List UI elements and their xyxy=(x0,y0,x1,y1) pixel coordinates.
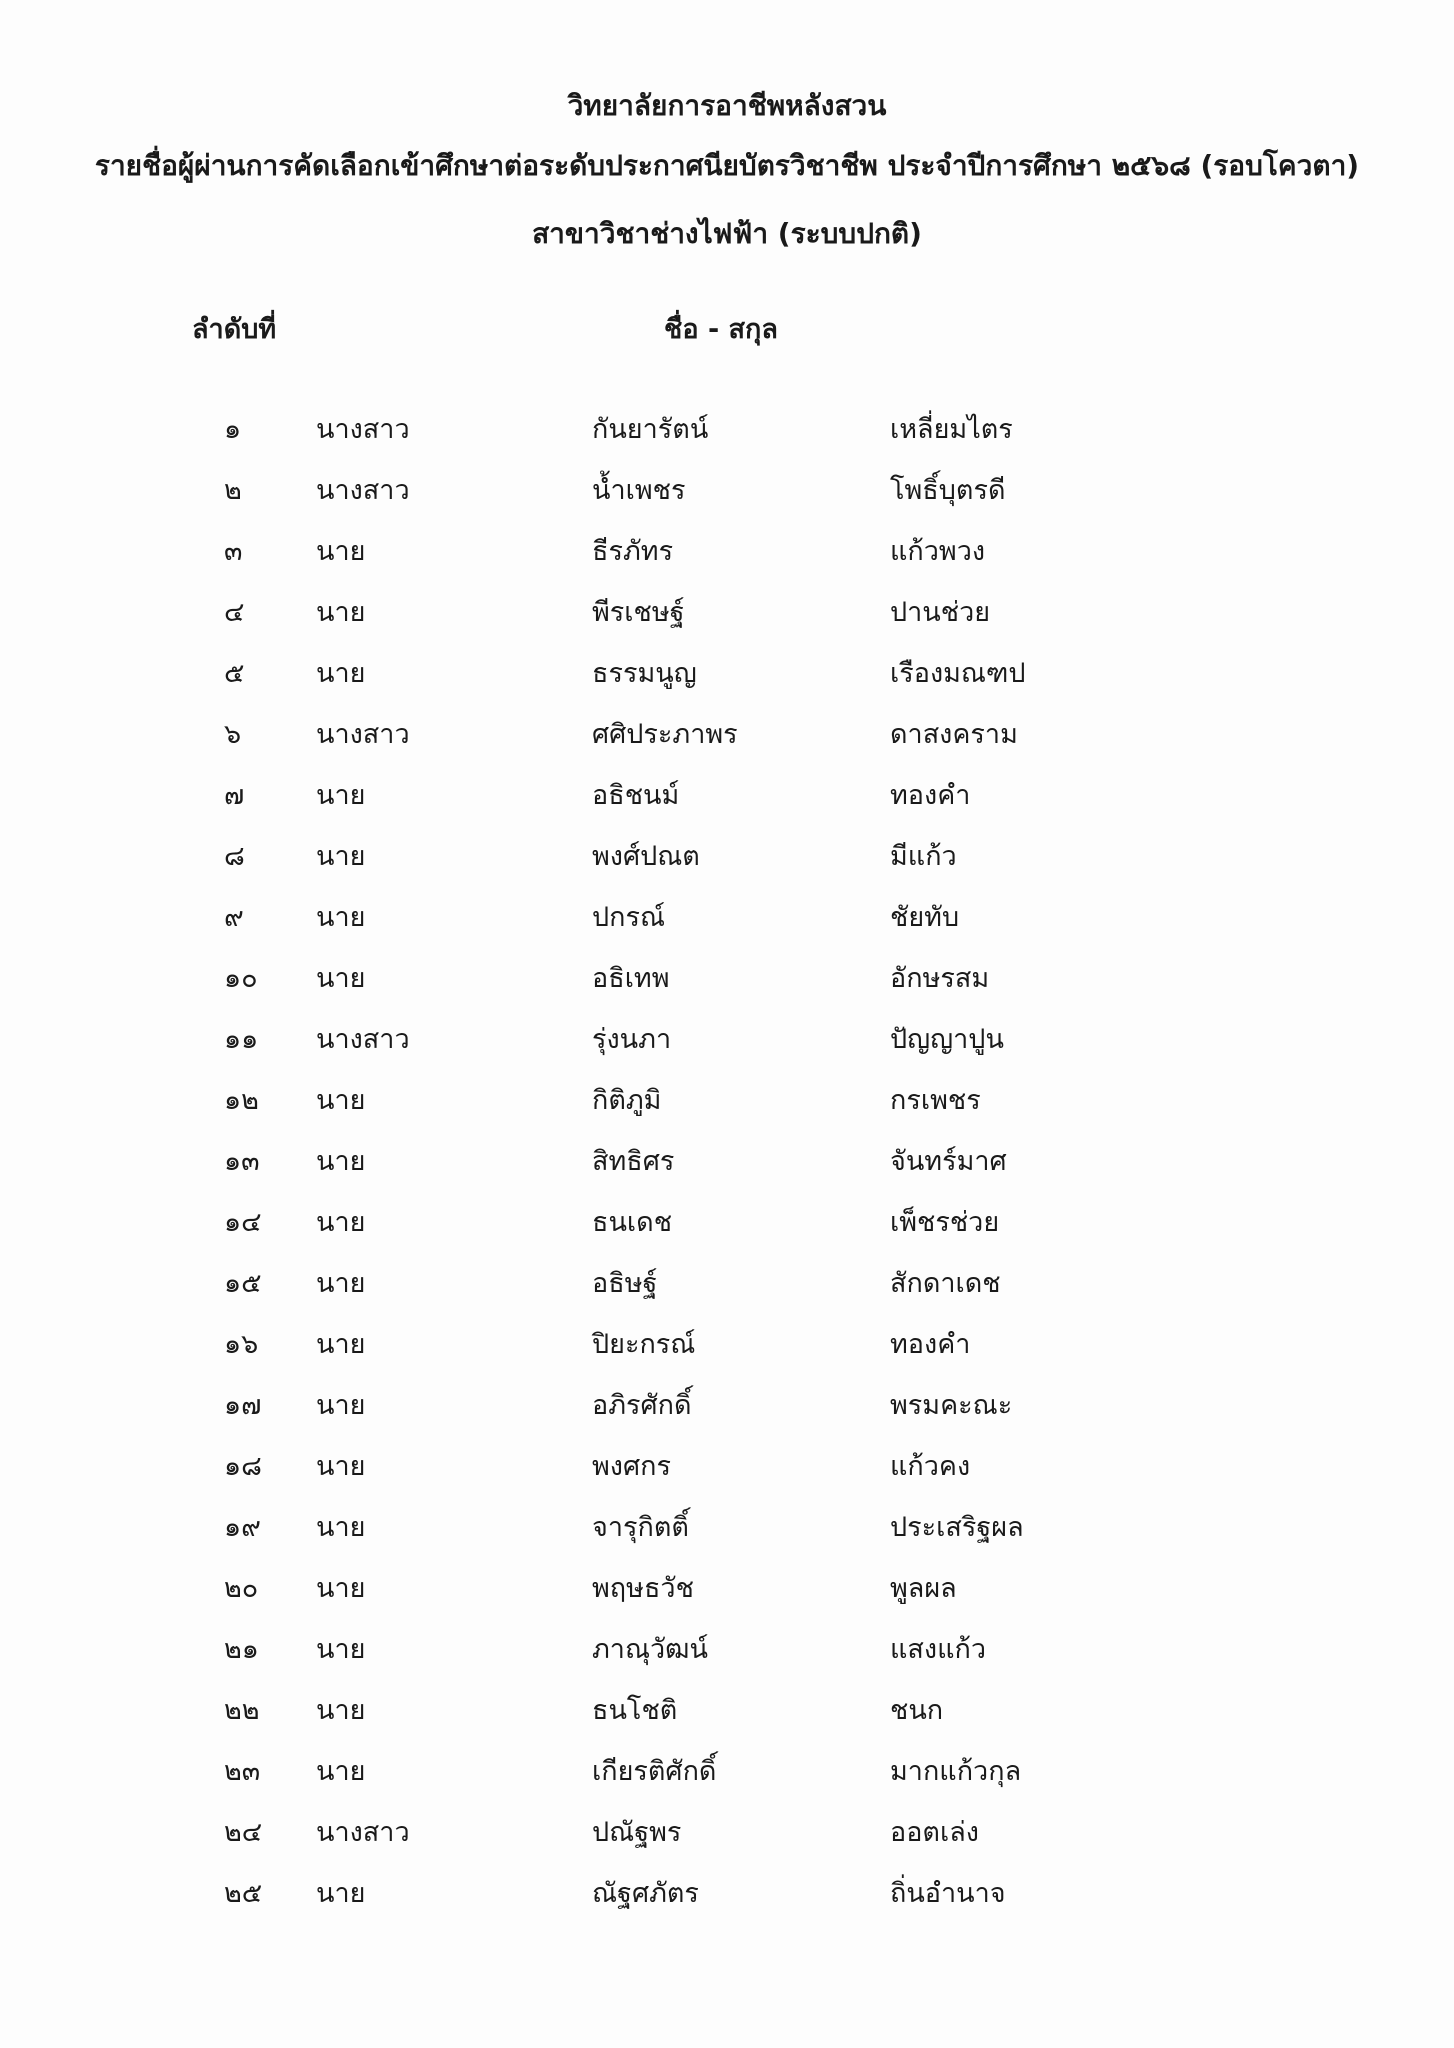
first-name: สิทธิศร xyxy=(592,1146,675,1177)
list-item xyxy=(0,1874,1454,1935)
name-title: นางสาว xyxy=(316,475,410,506)
name-title: นาย xyxy=(316,963,366,994)
name-title: นาย xyxy=(316,1146,366,1177)
name-title: นาย xyxy=(316,1268,366,1299)
list-item xyxy=(0,837,1454,898)
last-name: ชัยทับ xyxy=(890,902,960,933)
last-name: ออตเล่ง xyxy=(890,1817,979,1848)
program-subtitle: สาขาวิชาช่างไฟฟ้า (ระบบปกติ) xyxy=(532,217,922,250)
last-name: พูลผล xyxy=(890,1573,957,1604)
first-name: น้ำเพชร xyxy=(592,475,686,506)
first-name: พฤษธวัช xyxy=(592,1573,694,1604)
last-name: ดาสงคราม xyxy=(890,719,1018,750)
row-number: ๑๙ xyxy=(224,1512,261,1543)
name-title: นาย xyxy=(316,1512,366,1543)
name-title: นาย xyxy=(316,1756,366,1787)
last-name: ประเสริฐผล xyxy=(890,1512,1024,1543)
first-name: ปกรณ์ xyxy=(592,902,666,933)
name-title: นาย xyxy=(316,1329,366,1360)
first-name: เกียรติศักดิ์ xyxy=(592,1756,717,1787)
list-item xyxy=(0,959,1454,1020)
first-name: ธรรมนูญ xyxy=(592,658,697,689)
list-item xyxy=(0,1081,1454,1142)
list-item xyxy=(0,654,1454,715)
row-number: ๒๑ xyxy=(224,1634,259,1665)
list-item xyxy=(0,776,1454,837)
row-number: ๒๕ xyxy=(224,1878,263,1909)
list-item xyxy=(0,1752,1454,1813)
first-name: ศศิประภาพร xyxy=(592,719,738,750)
first-name: ธนเดช xyxy=(592,1207,673,1238)
first-name: กิติภูมิ xyxy=(592,1085,662,1116)
first-name: จารุกิตติ์ xyxy=(592,1512,689,1543)
column-header-order: ลำดับที่ xyxy=(192,314,277,345)
row-number: ๔ xyxy=(224,597,245,628)
list-item xyxy=(0,1325,1454,1386)
last-name: อักษรสม xyxy=(890,963,990,994)
row-number: ๒๓ xyxy=(224,1756,261,1787)
list-item xyxy=(0,1264,1454,1325)
name-title: นาย xyxy=(316,1390,366,1421)
student-list xyxy=(0,410,1454,1935)
row-number: ๒๔ xyxy=(224,1817,263,1848)
list-item xyxy=(0,1142,1454,1203)
name-title: นาย xyxy=(316,1085,366,1116)
last-name: สักดาเดช xyxy=(890,1268,1001,1299)
first-name: พีรเชษฐ์ xyxy=(592,597,685,628)
list-item xyxy=(0,898,1454,959)
list-item xyxy=(0,1630,1454,1691)
list-item xyxy=(0,1813,1454,1874)
last-name: แก้วพวง xyxy=(890,536,986,567)
name-title: นางสาว xyxy=(316,719,410,750)
last-name: เพ็ชรช่วย xyxy=(890,1207,1000,1238)
first-name: อธิเทพ xyxy=(592,963,670,994)
list-item xyxy=(0,1203,1454,1264)
first-name: ธนโชติ xyxy=(592,1695,678,1726)
name-title: นาย xyxy=(316,1695,366,1726)
first-name: ปิยะกรณ์ xyxy=(592,1329,696,1360)
row-number: ๗ xyxy=(224,780,245,811)
row-number: ๑๖ xyxy=(224,1329,259,1360)
name-title: นาย xyxy=(316,780,366,811)
column-header-name: ชื่อ - สกุล xyxy=(664,314,778,345)
document-title: รายชื่อผู้ผ่านการคัดเลือกเข้าศึกษาต่อระดับประกาศนียบัตรวิชาชีพ ประจำปีการศึกษา ๒๕๖๘ (รอบโควตา) xyxy=(94,149,1360,182)
last-name: ชนก xyxy=(890,1695,944,1726)
first-name: ณัฐศภัตร xyxy=(592,1878,699,1909)
list-item xyxy=(0,410,1454,471)
name-title: นาย xyxy=(316,1634,366,1665)
row-number: ๑๔ xyxy=(224,1207,262,1238)
name-title: นาย xyxy=(316,597,366,628)
name-title: นาย xyxy=(316,1573,366,1604)
list-item xyxy=(0,532,1454,593)
row-number: ๑ xyxy=(224,414,242,445)
last-name: โพธิ์บุตรดี xyxy=(890,475,1006,506)
first-name: พงศ์ปณต xyxy=(592,841,700,872)
first-name: รุ่งนภา xyxy=(592,1024,672,1055)
name-title: นางสาว xyxy=(316,1024,410,1055)
name-title: นาย xyxy=(316,1451,366,1482)
row-number: ๑๗ xyxy=(224,1390,262,1421)
name-title: นาย xyxy=(316,841,366,872)
first-name: กันยารัตน์ xyxy=(592,414,709,445)
row-number: ๑๕ xyxy=(224,1268,262,1299)
name-title: นางสาว xyxy=(316,414,410,445)
name-title: นาย xyxy=(316,1878,366,1909)
row-number: ๒๒ xyxy=(224,1695,260,1726)
college-name: วิทยาลัยการอาชีพหลังสวน xyxy=(567,89,887,122)
list-item xyxy=(0,471,1454,532)
last-name: ทองคำ xyxy=(890,780,971,811)
first-name: ภาณุวัฒน์ xyxy=(592,1634,709,1665)
first-name: ปณัฐพร xyxy=(592,1817,682,1848)
last-name: แก้วคง xyxy=(890,1451,971,1482)
row-number: ๒๐ xyxy=(224,1573,259,1604)
row-number: ๑๘ xyxy=(224,1451,262,1482)
last-name: เหลี่ยมไตร xyxy=(890,414,1013,445)
last-name: แสงแก้ว xyxy=(890,1634,986,1665)
name-title: นาย xyxy=(316,536,366,567)
last-name: ทองคำ xyxy=(890,1329,971,1360)
name-title: นาย xyxy=(316,1207,366,1238)
list-item xyxy=(0,1508,1454,1569)
first-name: ธีรภัทร xyxy=(592,536,674,567)
list-item xyxy=(0,1386,1454,1447)
row-number: ๓ xyxy=(224,536,243,567)
last-name: เรืองมณฑป xyxy=(890,658,1026,689)
list-item xyxy=(0,1569,1454,1630)
list-item xyxy=(0,1447,1454,1508)
last-name: พรมคะณะ xyxy=(890,1390,1013,1421)
last-name: มีแก้ว xyxy=(890,841,957,872)
row-number: ๕ xyxy=(224,658,245,689)
list-item xyxy=(0,1691,1454,1752)
row-number: ๖ xyxy=(224,719,242,750)
row-number: ๙ xyxy=(224,902,244,933)
last-name: ถิ่นอำนาจ xyxy=(890,1878,1006,1909)
list-item xyxy=(0,593,1454,654)
first-name: พงศกร xyxy=(592,1451,671,1482)
name-title: นาย xyxy=(316,658,366,689)
last-name: ปานช่วย xyxy=(890,597,991,628)
last-name: มากแก้วกุล xyxy=(890,1756,1022,1787)
list-item xyxy=(0,715,1454,776)
row-number: ๑๑ xyxy=(224,1024,259,1055)
last-name: ปัญญาปูน xyxy=(890,1024,1004,1055)
row-number: ๒ xyxy=(224,475,242,506)
list-item xyxy=(0,1020,1454,1081)
row-number: ๘ xyxy=(224,841,245,872)
last-name: กรเพชร xyxy=(890,1085,981,1116)
first-name: อภิรศักดิ์ xyxy=(592,1390,692,1421)
row-number: ๑๐ xyxy=(224,963,258,994)
name-title: นาย xyxy=(316,902,366,933)
row-number: ๑๓ xyxy=(224,1146,260,1177)
first-name: อธิชนม์ xyxy=(592,780,680,811)
last-name: จันทร์มาศ xyxy=(890,1146,1007,1177)
row-number: ๑๒ xyxy=(224,1085,259,1116)
first-name: อธิษฐ์ xyxy=(592,1268,658,1299)
name-title: นางสาว xyxy=(316,1817,410,1848)
